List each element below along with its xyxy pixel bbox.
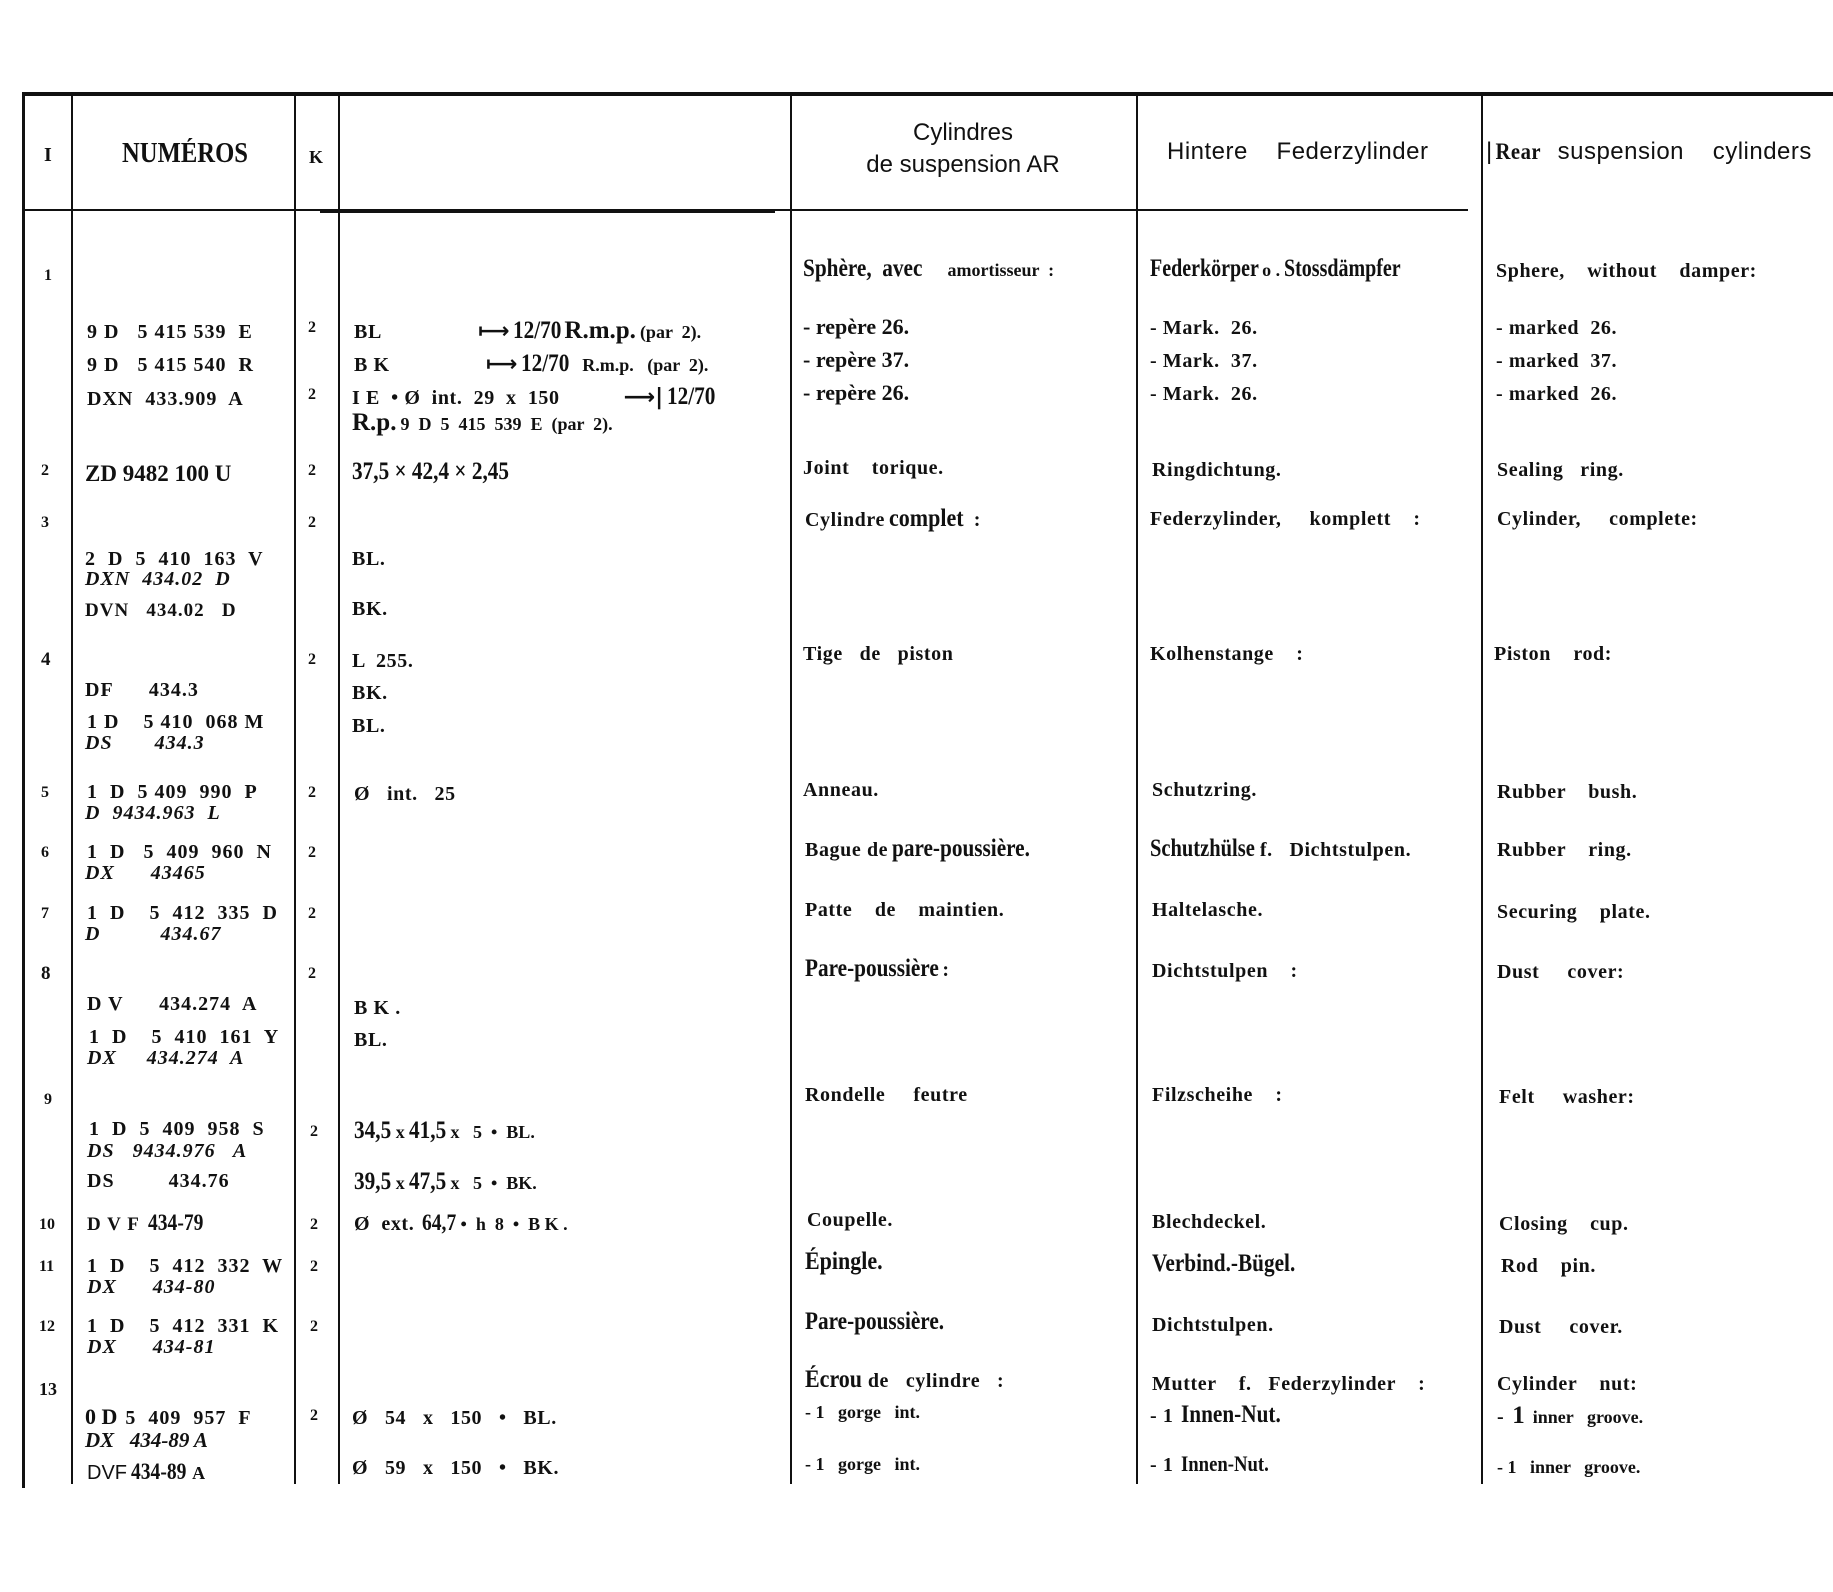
row-desc-text: Ø ext.: [354, 1213, 415, 1235]
part-number: 1 D 5 412 331 K: [87, 1315, 279, 1337]
row-qty: 2: [308, 844, 316, 861]
row-desc: Ø 54 x 150 • BL.: [352, 1407, 557, 1429]
row-desc-text: (par 2).: [639, 322, 702, 342]
row-index: 10: [39, 1216, 55, 1233]
arrow-icon: ⟶|: [623, 385, 664, 410]
row-english: Sealing ring.: [1497, 459, 1624, 481]
row-french: [805, 836, 1054, 861]
row-qty: 2: [308, 319, 316, 336]
part-number: 9 D 5 415 539 E: [87, 321, 253, 343]
row-french: [803, 316, 909, 338]
row-desc: BL.: [352, 548, 386, 570]
arrow-icon: ⟼: [477, 319, 510, 344]
part-number: DVN 434.02 D: [85, 600, 237, 621]
row-german-text: Innen-Nut.: [1181, 1451, 1270, 1476]
part-number-text: D V F: [87, 1214, 140, 1235]
row-french: Épingle.: [805, 1248, 883, 1275]
row-english-text: inner groove.: [1532, 1407, 1644, 1427]
row-desc-text: 34,5: [354, 1117, 392, 1144]
part-number-alt: DX 434-81: [87, 1336, 216, 1358]
row-french: - 1 gorge int.: [805, 1454, 920, 1474]
row-german: - Mark. 26.: [1150, 383, 1258, 405]
row-french: [803, 349, 909, 371]
row-german: - Mark. 26.: [1150, 317, 1258, 339]
part-number: 1 D 5 409 960 N: [87, 841, 272, 863]
row-french: Patte de maintien.: [805, 899, 1005, 921]
row-desc-text: 12/70: [521, 350, 570, 377]
row-desc: [352, 410, 613, 435]
column-divider: [1481, 92, 1483, 1484]
row-index: 2: [41, 462, 49, 479]
row-desc: [354, 1169, 537, 1194]
row-german-text: - 1: [1150, 1454, 1174, 1476]
row-desc: L 255.: [352, 650, 414, 672]
row-desc-text: R.m.p.: [564, 317, 636, 344]
row-german: Ringdichtung.: [1152, 459, 1282, 481]
row-desc: [354, 1118, 535, 1143]
row-german: Dichtstulpen :: [1152, 960, 1298, 982]
column-divider: [790, 92, 792, 1484]
row-qty: 2: [308, 965, 316, 982]
part-number: 9 D 5 415 540 R: [87, 354, 254, 376]
row-german: Haltelasche.: [1152, 899, 1264, 921]
row-french: [805, 506, 981, 531]
part-number: D V 434.274 A: [87, 993, 258, 1015]
row-desc: B K .: [354, 997, 401, 1019]
row-qty: 2: [308, 784, 316, 801]
row-french-text: de cylindre :: [867, 1370, 1005, 1392]
row-english-text: 1: [1512, 1402, 1525, 1429]
row-french-text: :: [942, 959, 950, 981]
row-desc: BK.: [352, 598, 388, 620]
row-desc-text: 41,5: [408, 1117, 446, 1144]
part-number: [87, 1460, 205, 1483]
row-english: Rubber bush.: [1497, 781, 1638, 803]
row-german: [1150, 836, 1411, 861]
row-english-text: -: [1497, 1406, 1505, 1428]
row-index: 7: [41, 905, 49, 922]
row-french: Pare-poussière.: [805, 1308, 945, 1335]
part-number-text: 0 D: [85, 1404, 118, 1429]
row-french-text: Pare-poussière: [805, 955, 939, 982]
row-qty: 2: [310, 1318, 318, 1335]
row-german: Mutter f. Federzylinder :: [1152, 1373, 1426, 1395]
row-english: Sphere, without damper:: [1496, 260, 1757, 282]
row-desc: [354, 351, 708, 376]
row-desc-text: 47,5: [408, 1168, 446, 1195]
row-desc-text: x: [395, 1122, 405, 1142]
row-desc-text: I E • Ø int. 29 x 150: [352, 387, 560, 409]
row-english: [1497, 1403, 1643, 1428]
row-desc-text: x: [395, 1173, 405, 1193]
part-number: 1 D 5 409 990 P: [87, 781, 258, 803]
row-index: 8: [41, 963, 51, 984]
row-desc: [354, 1211, 568, 1234]
row-english: Piston rod:: [1494, 643, 1613, 665]
part-number-alt: DX 434-80: [87, 1276, 216, 1298]
row-english: - marked 26.: [1496, 383, 1618, 405]
row-qty: 2: [310, 1216, 318, 1233]
row-french: Joint torique.: [803, 457, 944, 479]
header-english-rear: Rear: [1495, 139, 1541, 164]
row-french-text: Sphère, avec: [803, 255, 923, 282]
row-german: Federzylinder, komplett :: [1150, 508, 1421, 530]
row-desc-text: 9 D 5 415 539 E (par 2).: [400, 414, 613, 434]
part-number: 1 D 5 412 332 W: [87, 1255, 284, 1277]
row-english: Dust cover:: [1497, 961, 1625, 983]
part-number: DXN 433.909 A: [87, 388, 244, 410]
row-english: Dust cover.: [1499, 1316, 1623, 1338]
row-desc-text: 12/70: [667, 383, 716, 410]
header-english-text: suspension cylinders: [1557, 138, 1812, 165]
row-index: 3: [41, 514, 49, 531]
row-german-text: Innen-Nut.: [1181, 1401, 1282, 1428]
row-english: - marked 37.: [1496, 350, 1618, 372]
row-english: Cylinder nut:: [1497, 1373, 1638, 1395]
part-number: 1 D 5 409 958 S: [89, 1118, 265, 1140]
part-number-alt: DS 434.3: [85, 732, 205, 754]
row-index: 4: [41, 649, 51, 670]
row-german-text: o .: [1262, 260, 1281, 280]
header-french-line1: Cylindres: [912, 119, 1014, 146]
row-english: - 1 inner groove.: [1497, 1457, 1641, 1477]
part-number: DF 434.3: [85, 679, 199, 701]
row-qty: 2: [308, 462, 316, 479]
header-english-mark: |: [1486, 138, 1493, 165]
row-english: Felt washer:: [1499, 1086, 1635, 1108]
row-french: [805, 1367, 1004, 1392]
row-german-text: Schutzhülse: [1150, 835, 1255, 862]
row-german: [1150, 1402, 1299, 1427]
row-desc-text: 12/70: [513, 317, 562, 344]
row-german: Kolhenstange :: [1150, 643, 1304, 665]
column-divider: [71, 92, 73, 1484]
part-number-alt: DX 43465: [85, 862, 206, 884]
row-index: 13: [39, 1379, 57, 1399]
row-desc-text: BL: [354, 321, 382, 343]
row-desc-text: x 5 • BK.: [450, 1173, 537, 1193]
row-qty: 2: [310, 1407, 318, 1424]
row-desc: BL.: [354, 1029, 388, 1051]
row-desc: BK.: [352, 682, 388, 704]
row-qty: 2: [310, 1258, 318, 1275]
row-desc-text: R.p.: [352, 409, 397, 436]
row-index: 9: [44, 1091, 52, 1108]
header-french: [790, 117, 1136, 182]
row-german: Filzscheihe :: [1152, 1084, 1283, 1106]
row-index: 1: [44, 267, 52, 284]
row-german: [1150, 1453, 1285, 1475]
row-desc: Ø int. 25: [354, 783, 456, 805]
header-index: I: [44, 144, 52, 166]
header-divider-thick: [320, 209, 775, 213]
row-desc-text: 64,7: [422, 1210, 457, 1235]
part-number-alt: DXN 434.02 D: [85, 568, 231, 590]
part-number-text: 434-79: [147, 1210, 204, 1235]
row-german-text: Federkörper: [1150, 255, 1259, 282]
row-german: Verbind.-Bügel.: [1152, 1250, 1296, 1277]
row-german: Schutzring.: [1152, 779, 1257, 801]
row-french-text: Cylindre: [805, 509, 885, 531]
row-french-text: amortisseur :: [947, 260, 1055, 280]
row-french-text: - repère 26.: [803, 314, 910, 339]
row-french-text: Bague de: [805, 839, 889, 861]
row-german-text: - 1: [1150, 1405, 1174, 1427]
part-number: 2 D 5 410 163 V: [85, 548, 264, 570]
part-number-text: 5 409 957 F: [125, 1407, 252, 1429]
row-french-text: Écrou: [805, 1366, 863, 1393]
row-french-text: pare-poussière.: [892, 835, 1031, 862]
row-desc-text: x 5 • BL.: [450, 1122, 535, 1142]
row-french: Tige de piston: [803, 643, 954, 665]
arrow-icon: ⟼: [485, 352, 518, 377]
column-divider: [294, 92, 296, 1484]
row-french-text: - repère 37.: [803, 347, 910, 372]
row-index: 6: [41, 844, 49, 861]
row-german-text: Stossdämpfer: [1284, 255, 1401, 282]
row-qty: 2: [310, 1123, 318, 1140]
row-qty: 2: [308, 651, 316, 668]
part-number-alt: DX 434-89 A: [85, 1428, 208, 1452]
row-english: Cylinder, complete:: [1497, 508, 1698, 530]
row-german: [1150, 256, 1430, 281]
header-german: Hintere Federzylinder: [1167, 138, 1429, 165]
part-number-alt: DS 9434.976 A: [87, 1140, 248, 1162]
row-index: 11: [39, 1258, 55, 1275]
part-number: 1 D 5 412 335 D: [87, 902, 278, 924]
header-english: [1486, 140, 1812, 164]
header-french-line2: de suspension AR: [866, 151, 1060, 179]
part-number-alt: D 434.67: [85, 923, 222, 945]
row-french: Anneau.: [803, 779, 879, 801]
row-french: Coupelle.: [807, 1209, 893, 1231]
row-french-text: complet: [889, 505, 964, 532]
row-english: Securing plate.: [1497, 901, 1651, 923]
row-german: Blechdeckel.: [1152, 1211, 1267, 1233]
part-number: [87, 1211, 213, 1234]
row-qty: 2: [308, 386, 316, 403]
row-french-text: - repère 26.: [803, 380, 910, 405]
header-qty: K: [309, 147, 324, 167]
part-number-alt: D 9434.963 L: [85, 802, 221, 824]
row-english: Rod pin.: [1501, 1255, 1596, 1277]
row-desc: Ø 59 x 150 • BK.: [352, 1457, 560, 1479]
row-french: - 1 gorge int.: [805, 1402, 920, 1422]
row-desc: 37,5 × 42,4 × 2,45: [352, 458, 510, 485]
row-desc-text: R.m.p. (par 2).: [582, 355, 709, 375]
part-number: ZD 9482 100 U: [85, 461, 232, 486]
row-desc-text: B K: [354, 354, 390, 376]
row-desc: [352, 384, 724, 409]
row-english: Rubber ring.: [1497, 839, 1632, 861]
row-qty: 2: [308, 514, 316, 531]
row-german: Dichtstulpen.: [1152, 1314, 1274, 1336]
column-divider: [338, 92, 340, 1484]
header-numbers: NUMÉROS: [122, 138, 248, 169]
row-german-text: f. Dichtstulpen.: [1259, 839, 1412, 861]
row-qty: 2: [308, 905, 316, 922]
row-desc: BL.: [352, 715, 386, 737]
part-number: 1 D 5 410 068 M: [87, 711, 265, 733]
part-number-alt: DX 434.274 A: [87, 1047, 245, 1069]
row-desc-text: • h 8 • B K .: [460, 1214, 568, 1234]
row-desc: [354, 318, 701, 343]
row-index: 5: [41, 784, 49, 801]
row-desc-text: 39,5: [354, 1168, 392, 1195]
row-english: Closing cup.: [1499, 1213, 1629, 1235]
part-number-text: DVF: [87, 1462, 127, 1484]
part-number-text: 434-89: [131, 1459, 187, 1484]
column-divider: [1136, 92, 1138, 1484]
part-number-text: A: [192, 1463, 206, 1483]
row-french: [805, 956, 950, 981]
row-french-text: :: [973, 509, 981, 531]
row-french: Rondelle feutre: [805, 1084, 968, 1106]
part-number: 1 D 5 410 161 Y: [89, 1026, 280, 1048]
row-german: - Mark. 37.: [1150, 350, 1258, 372]
row-french: [803, 256, 1054, 281]
row-french: [803, 382, 909, 404]
part-number: DS 434.76: [87, 1170, 230, 1192]
row-english: - marked 26.: [1496, 317, 1618, 339]
row-index: 12: [39, 1318, 55, 1335]
part-number: [85, 1406, 252, 1428]
